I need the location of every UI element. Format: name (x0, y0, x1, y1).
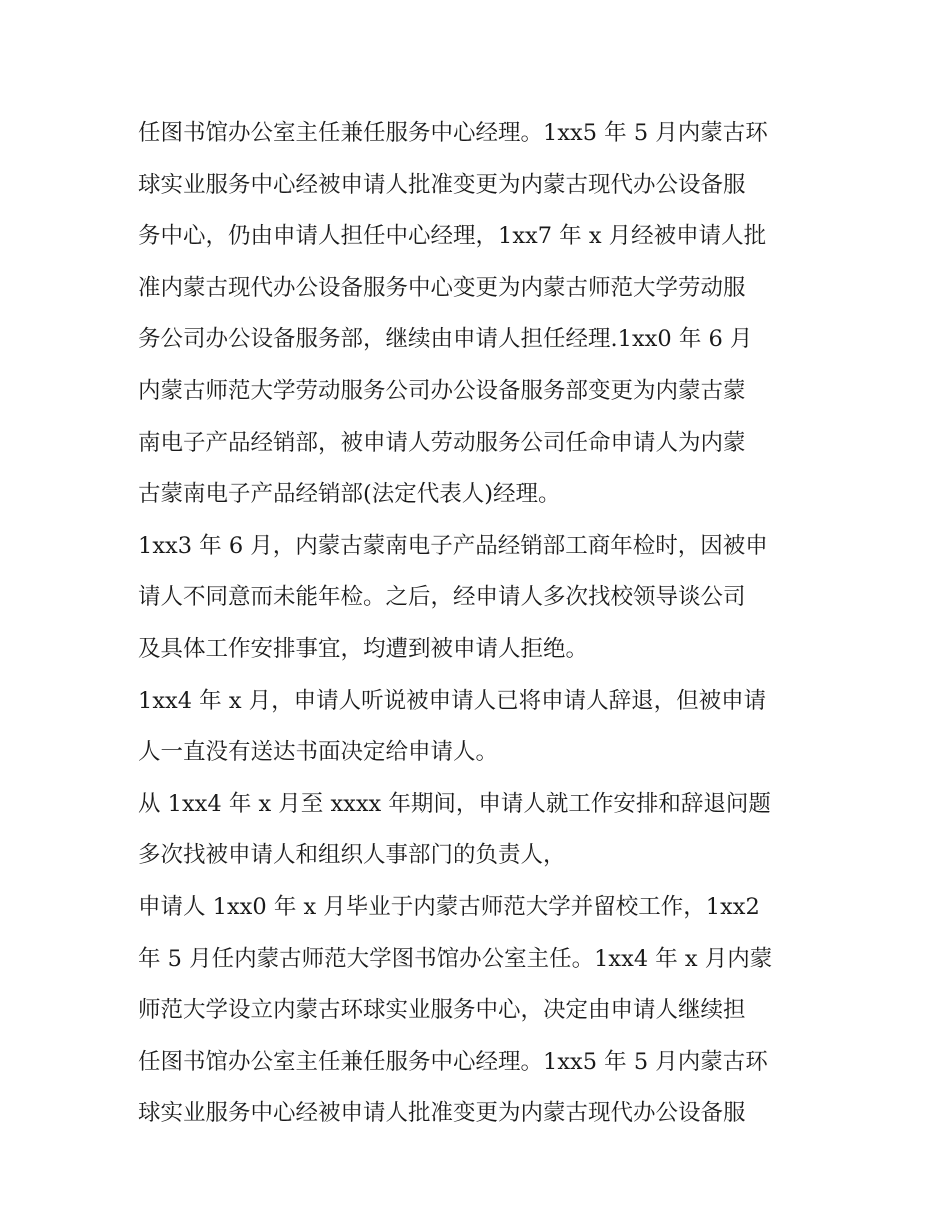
text-line: 1xx3 年 6 月，内蒙古蒙南电子产品经销部工商年检时，因被申 (138, 532, 768, 559)
text-line: 年 5 月任内蒙古师范大学图书馆办公室主任。1xx4 年 x 月内蒙 (138, 945, 773, 972)
text-line: 及具体工作安排事宜，均遭到被申请人拒绝。 (138, 635, 589, 662)
text-line: 任图书馆办公室主任兼任服务中心经理。1xx5 年 5 月内蒙古环 (138, 120, 768, 146)
text-line: 准内蒙古现代办公设备服务中心变更为内蒙古师范大学劳动服 (138, 274, 746, 301)
text-line: 1xx4 年 x 月，申请人听说被申请人已将申请人辞退，但被申请 (138, 687, 767, 714)
text-line: 人一直没有送达书面决定给申请人。 (138, 739, 499, 766)
text-line: 南电子产品经销部，被申请人劳动服务公司任命申请人为内蒙 (138, 429, 746, 456)
text-line: 务中心，仍由申请人担任中心经理，1xx7 年 x 月经被申请人批 (138, 223, 767, 250)
document-text-body (138, 108, 828, 1140)
text-line: 内蒙古师范大学劳动服务公司办公设备服务部变更为内蒙古蒙 (138, 377, 746, 404)
text-line: 请人不同意而未能年检。之后，经申请人多次找校领导谈公司 (138, 584, 746, 611)
text-line: 古蒙南电子产品经销部(法定代表人)经理。 (138, 481, 561, 508)
text-line: 球实业服务中心经被申请人批准变更为内蒙古现代办公设备服 (138, 1100, 746, 1127)
text-line: 申请人 1xx0 年 x 月毕业于内蒙古师范大学并留校工作，1xx2 (138, 893, 760, 920)
text-line: 球实业服务中心经被申请人批准变更为内蒙古现代办公设备服 (138, 171, 746, 198)
text-line: 师范大学设立内蒙古环球实业服务中心，决定由申请人继续担 (138, 997, 746, 1024)
text-line: 从 1xx4 年 x 月至 xxxx 年期间，申请人就工作安排和辞退问题 (138, 790, 771, 817)
text-line: 多次找被申请人和组织人事部门的负责人， (138, 842, 566, 869)
text-line: 任图书馆办公室主任兼任服务中心经理。1xx5 年 5 月内蒙古环 (138, 1048, 768, 1075)
text-line: 务公司办公设备服务部，继续由申请人担任经理.1xx0 年 6 月 (138, 326, 753, 353)
